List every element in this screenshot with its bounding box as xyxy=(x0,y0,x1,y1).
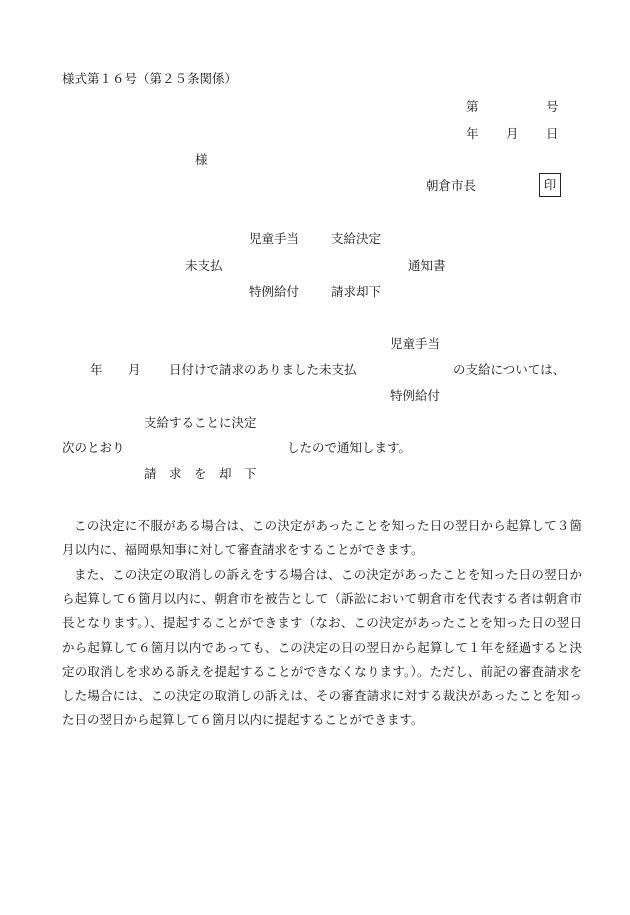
title-option-rejection: 請求却下 xyxy=(331,284,382,299)
issuer-name: 朝倉市長 xyxy=(426,178,477,193)
title-option-child-allowance: 児童手当 xyxy=(249,231,300,246)
date-day: 日 xyxy=(546,126,559,141)
body-option-child-allowance: 児童手当 xyxy=(390,336,441,351)
title-prefix: 未支払 xyxy=(185,258,223,273)
title-option-payment-decision: 支給決定 xyxy=(331,231,382,246)
seal-box: 印 xyxy=(539,173,561,197)
decision-option-reject: 請 求 を 却 下 xyxy=(144,466,257,481)
body-outro: したので通知します。 xyxy=(287,440,412,455)
document-number-suffix: 号 xyxy=(546,99,559,114)
addressee-suffix: 様 xyxy=(195,152,208,167)
body-month: 月 xyxy=(128,362,141,377)
body-payment-text: の支給については、 xyxy=(453,362,566,377)
appeal-notice-paragraph: この決定に不服がある場合は、この決定があったことを知った日の翌日から起算して３箇月以内に、福岡県知事に対して審査請求をすることができます。 xyxy=(62,518,582,558)
lawsuit-notice-paragraph: また、この決定の取消しの訴えをする場合は、この決定があったことを知った日の翌日から起算して６箇月以内に、朝倉市を被告として（訴訟において朝倉市を代表する者は朝倉市長となります。）、提起することができます（なお、この決定があったことを知った日の翌日から起算して６箇月以内であっても、この決定の日の翌日から起算して１年を経過すると決定の取消しを求める訴えを提起することができなくなります。）。ただし、前記の審査請求をした場合には、この決定の取消しの訴えは、その審査請求に対する裁決があったことを知った日の翌日から起算して６箇月以内に提起することができます。 xyxy=(62,567,582,728)
title-suffix: 通知書 xyxy=(408,258,446,273)
date-month: 月 xyxy=(506,126,519,141)
document-number-label: 第 xyxy=(466,99,479,114)
body-option-special-benefit: 特例給付 xyxy=(390,388,441,403)
title-option-special-benefit: 特例給付 xyxy=(249,284,300,299)
body-intro: 次のとおり xyxy=(62,440,125,455)
body-year: 年 xyxy=(90,362,103,377)
date-year: 年 xyxy=(466,126,479,141)
body-request-text: 日付けで請求のありました未支払 xyxy=(169,362,357,377)
form-number: 様式第１６号（第２５条関係） xyxy=(62,71,238,86)
decision-option-pay: 支給することに決定 xyxy=(144,415,257,430)
